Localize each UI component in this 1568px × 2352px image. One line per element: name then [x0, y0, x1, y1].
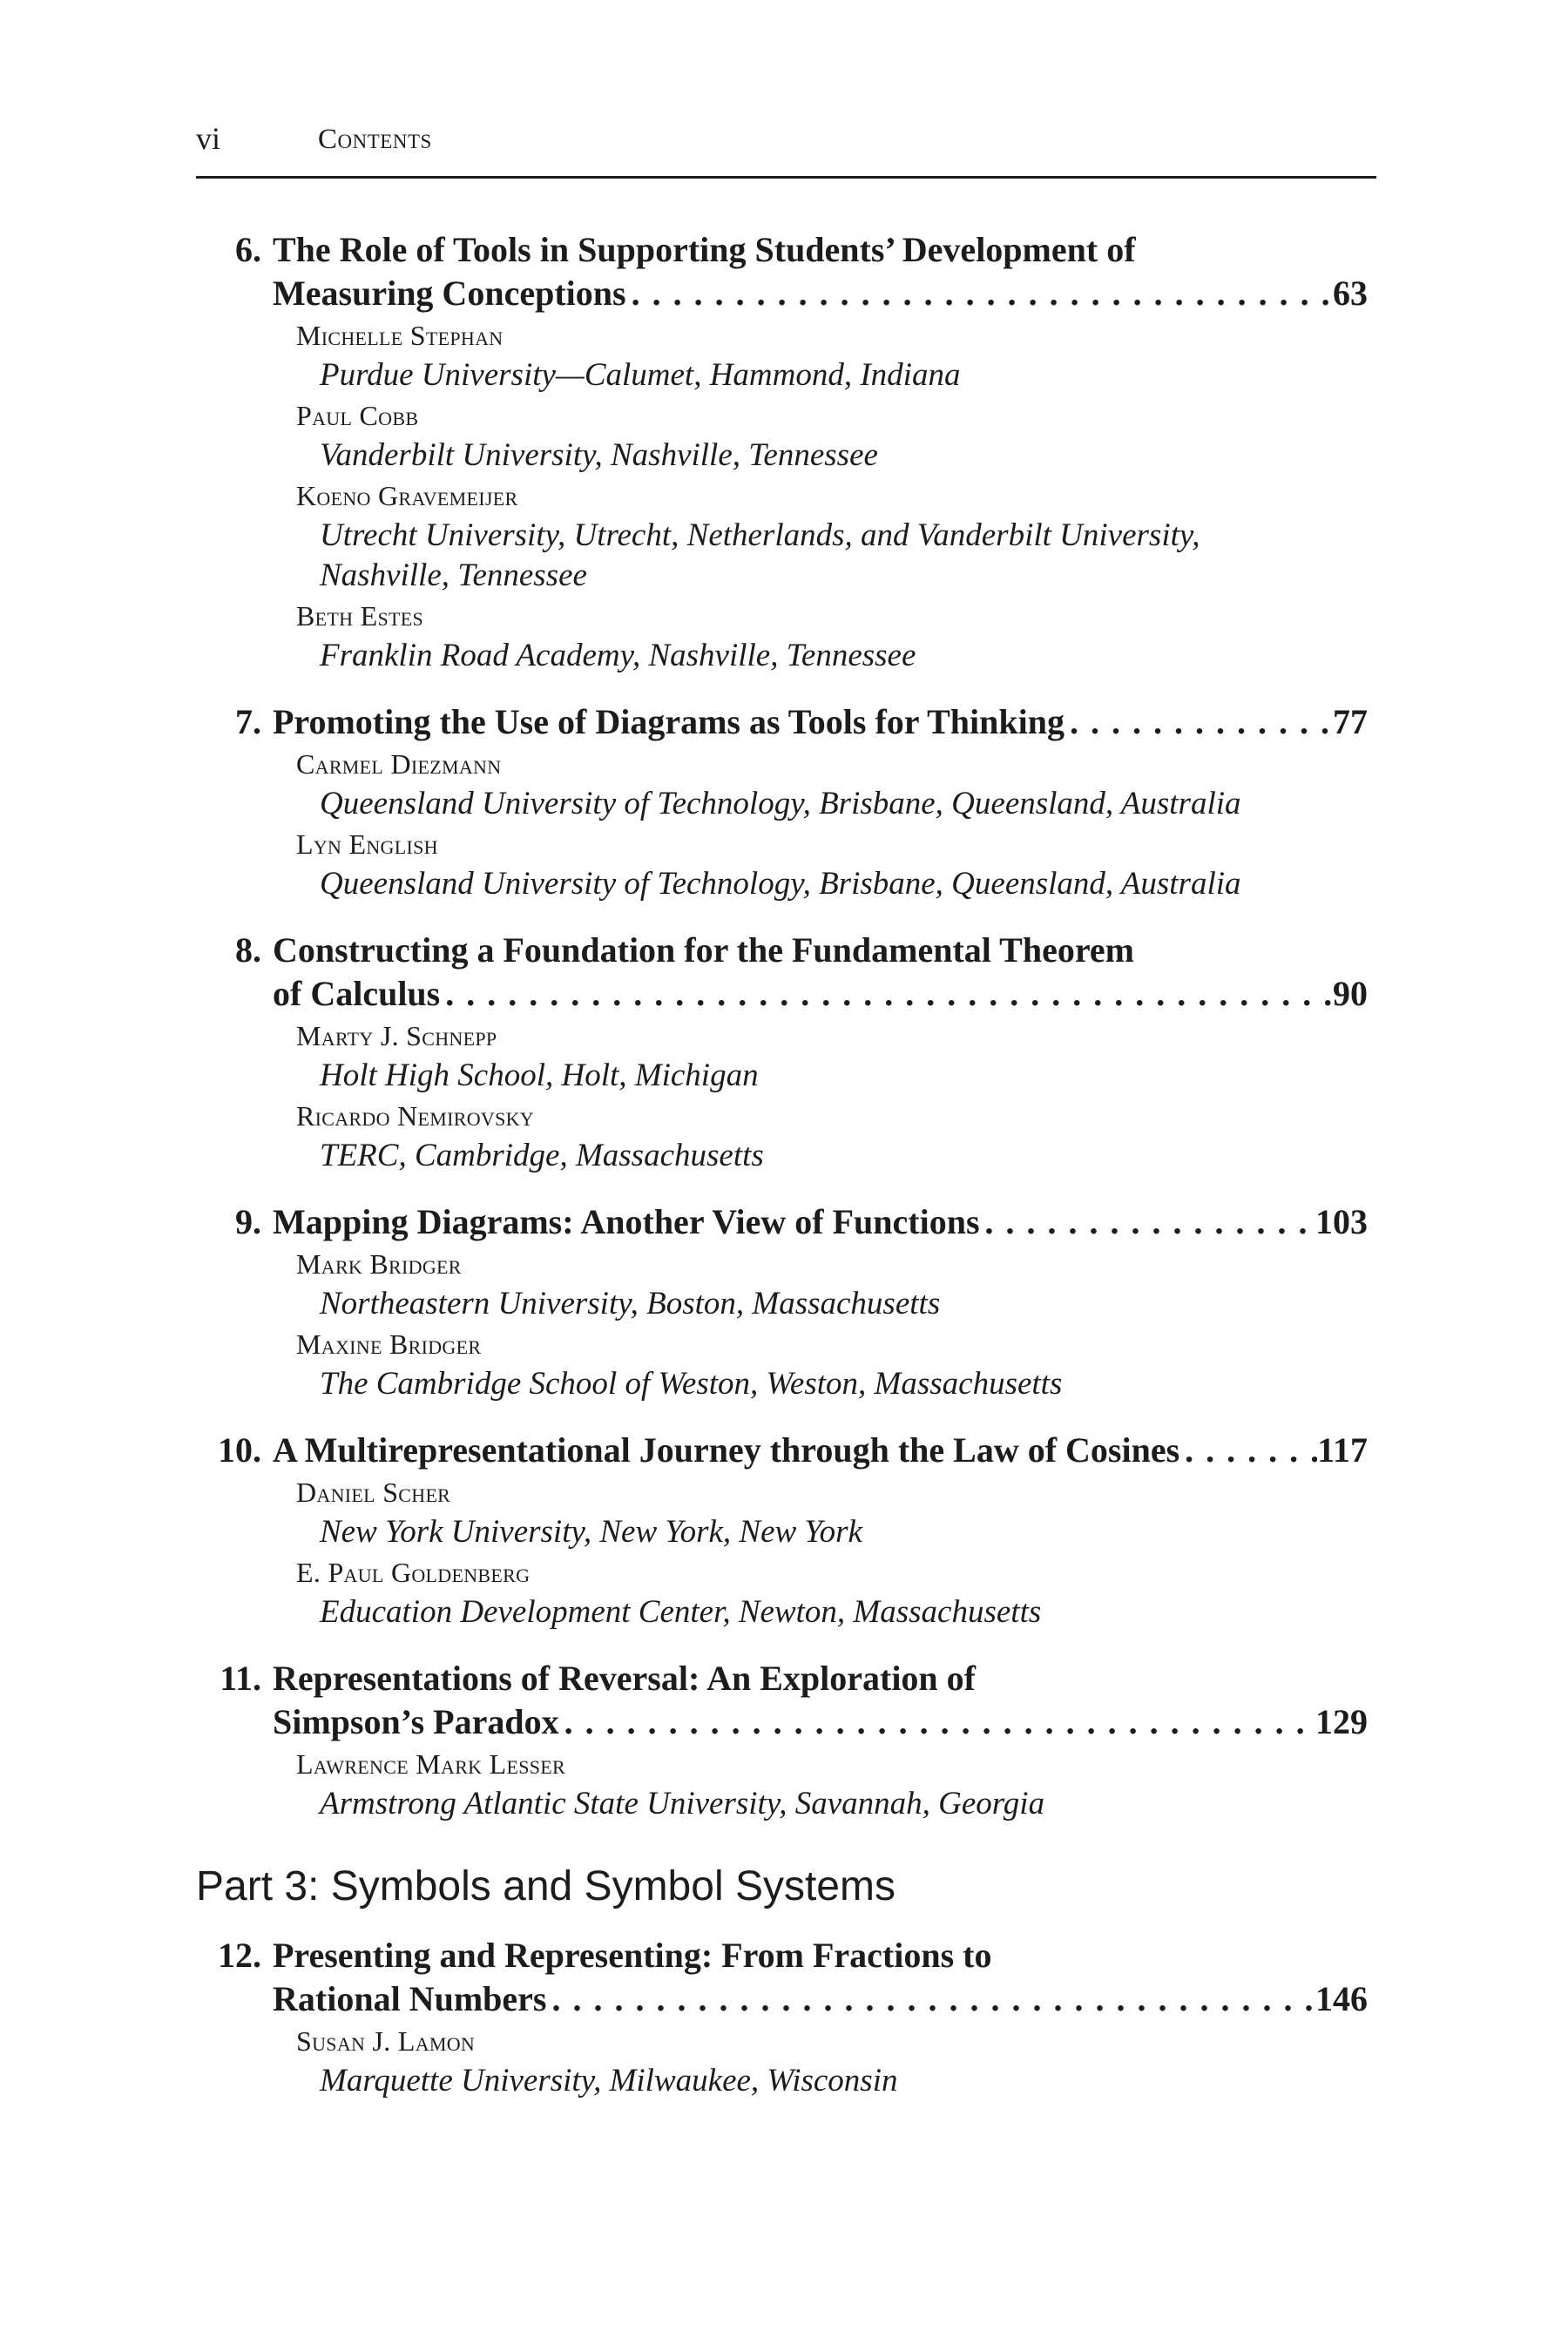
- toc-entry: [196, 1200, 1368, 1404]
- toc-entry: [196, 1429, 1368, 1632]
- chapter-title-line: [273, 272, 1368, 315]
- author-affiliation: TERC, Cambridge, Massachusetts: [320, 1138, 764, 1173]
- page-reference: 90: [1333, 974, 1368, 1013]
- author-name: Michelle Stephan: [296, 320, 504, 351]
- chapter-number: 9.: [235, 1202, 261, 1241]
- page-reference: 103: [1315, 1202, 1368, 1241]
- dot-leader: [1064, 700, 1333, 744]
- author-name: Koeno Gravemeijer: [296, 480, 518, 511]
- author-affiliation: Utrecht University, Utrecht, Netherlands, and Vanderbilt University,: [320, 517, 1200, 553]
- chapter-number: 7.: [235, 702, 261, 741]
- page-reference: 77: [1333, 702, 1368, 741]
- author-affiliation: Armstrong Atlantic State University, Savannah, Georgia: [320, 1786, 1045, 1821]
- chapter-title-text: Mapping Diagrams: Another View of Functions: [273, 1202, 980, 1241]
- chapter-title-row: [196, 700, 1368, 744]
- dot-leader: [626, 272, 1333, 315]
- chapter-title-row: [196, 1934, 1368, 2021]
- author-name: Lawrence Mark Lesser: [296, 1748, 566, 1780]
- running-head: [196, 120, 1376, 179]
- contributor-list: [296, 1244, 1368, 1404]
- author-affiliation: Purdue University—Calumet, Hammond, Indiana: [320, 357, 961, 393]
- author-name: Susan J. Lamon: [296, 2025, 476, 2057]
- chapter-title-row: [196, 228, 1368, 315]
- chapter-title: [273, 1200, 1368, 1244]
- toc-entry: [196, 1934, 1368, 2101]
- chapter-title-line: [273, 972, 1368, 1016]
- author-name: Mark Bridger: [296, 1248, 462, 1280]
- dot-leader: [440, 972, 1333, 1016]
- chapter-title: [273, 228, 1368, 315]
- chapter-title-line: Representations of Reversal: An Exploration of: [273, 1659, 976, 1698]
- author-name: Paul Cobb: [296, 400, 419, 431]
- chapter-title-line: [273, 1700, 1368, 1744]
- chapter-title-text: Rational Numbers: [273, 1979, 547, 2018]
- author-affiliation: Vanderbilt University, Nashville, Tennessee: [320, 437, 878, 473]
- chapter-title-text: of Calculus: [273, 974, 441, 1013]
- author-affiliation: New York University, New York, New York: [320, 1514, 862, 1550]
- chapter-title-line: [273, 1977, 1368, 2021]
- dot-leader: [546, 1977, 1315, 2021]
- contributor-list: [296, 744, 1368, 904]
- dot-leader: [559, 1700, 1315, 1744]
- contributor-list: [296, 1744, 1368, 1824]
- running-title: Contents: [318, 124, 432, 155]
- chapter-title: [273, 1429, 1368, 1472]
- toc-entry: [196, 1657, 1368, 1824]
- author-name: Ricardo Nemirovsky: [296, 1100, 534, 1132]
- chapter-title-row: [196, 929, 1368, 1016]
- author-affiliation: Education Development Center, Newton, Massachusetts: [320, 1594, 1042, 1630]
- chapter-title-line: [273, 1429, 1368, 1472]
- author-affiliation: Holt High School, Holt, Michigan: [320, 1058, 759, 1093]
- chapter-title-line: Constructing a Foundation for the Fundamental Theorem: [273, 930, 1134, 970]
- page-reference: 129: [1315, 1702, 1368, 1741]
- chapter-title-text: Measuring Conceptions: [273, 274, 626, 313]
- author-affiliation: Queensland University of Technology, Brisbane, Queensland, Australia: [320, 866, 1241, 902]
- chapter-title-text: Promoting the Use of Diagrams as Tools for Thinking: [273, 702, 1065, 741]
- part-heading: Part 3: Symbols and Symbol Systems: [196, 1863, 896, 1909]
- author-name: Carmel Diezmann: [296, 748, 502, 780]
- chapter-number: 6.: [235, 230, 261, 269]
- author-affiliation: Franklin Road Academy, Nashville, Tennessee: [320, 638, 916, 673]
- toc-entry: [196, 700, 1368, 904]
- chapter-title: [273, 700, 1368, 744]
- page-reference: 146: [1315, 1979, 1368, 2018]
- author-name: E. Paul Goldenberg: [296, 1557, 531, 1588]
- contributor-list: [296, 1016, 1368, 1176]
- chapter-title-line: The Role of Tools in Supporting Students’ Development of: [273, 230, 1136, 269]
- author-name: Maxine Bridger: [296, 1328, 482, 1360]
- chapter-number: 10.: [218, 1430, 261, 1470]
- author-affiliation: Nashville, Tennessee: [320, 558, 587, 593]
- author-affiliation: Queensland University of Technology, Brisbane, Queensland, Australia: [320, 786, 1241, 821]
- contributor-list: [296, 1472, 1368, 1632]
- chapter-number: 11.: [220, 1659, 261, 1698]
- chapter-title-text: Simpson’s Paradox: [273, 1702, 559, 1741]
- author-affiliation: Marquette University, Milwaukee, Wisconsin: [320, 2063, 898, 2099]
- contributor-list: [296, 2021, 1368, 2101]
- chapter-title-line: [273, 700, 1368, 744]
- chapter-title-row: [196, 1657, 1368, 1744]
- chapter-number: 12.: [218, 1936, 261, 1975]
- page-reference: 117: [1317, 1430, 1368, 1470]
- page-reference: 63: [1333, 274, 1368, 313]
- author-name: Lyn English: [296, 828, 438, 860]
- author-name: Marty J. Schnepp: [296, 1020, 497, 1051]
- author-affiliation: Northeastern University, Boston, Massachusetts: [320, 1286, 941, 1321]
- chapter-title: [273, 1934, 1368, 2021]
- author-name: Daniel Scher: [296, 1477, 451, 1508]
- table-of-contents: [196, 228, 1368, 2126]
- toc-entry: [196, 929, 1368, 1176]
- contributor-list: [296, 315, 1368, 676]
- chapter-title-line: [273, 1200, 1368, 1244]
- chapter-title: [273, 1657, 1368, 1744]
- chapter-title-row: [196, 1200, 1368, 1244]
- chapter-title-line: Presenting and Representing: From Fractions to: [273, 1936, 992, 1975]
- page-number: vi: [196, 121, 221, 156]
- chapter-number: 8.: [235, 930, 261, 970]
- chapter-title: [273, 929, 1368, 1016]
- chapter-title-row: [196, 1429, 1368, 1472]
- toc-entry: [196, 228, 1368, 676]
- dot-leader: [1179, 1429, 1317, 1472]
- author-affiliation: The Cambridge School of Weston, Weston, Massachusetts: [320, 1366, 1063, 1402]
- author-name: Beth Estes: [296, 600, 424, 632]
- dot-leader: [980, 1200, 1315, 1244]
- chapter-title-text: A Multirepresentational Journey through the Law of Cosines: [273, 1430, 1180, 1470]
